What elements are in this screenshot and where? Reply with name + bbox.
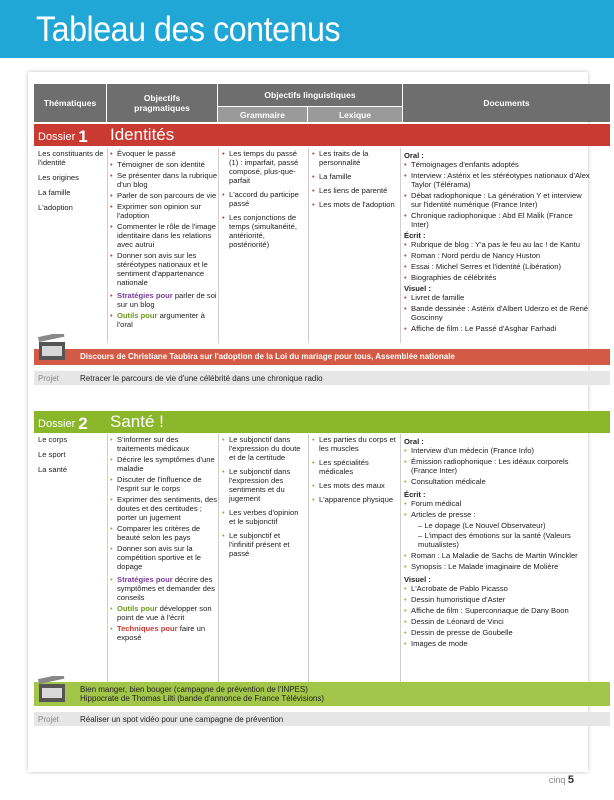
dossier-1-thematiques — [38, 149, 106, 215]
dossier-1-documents — [404, 149, 590, 335]
outils-text: argumenter à l'oral — [117, 311, 205, 329]
document-item: • Chronique radiophonique : Abd El Malik (France Inter) — [404, 211, 590, 229]
lexique-item: • La famille — [312, 172, 398, 181]
document-item: • Rubrique de blog : Y'a pas le feu au lac ! de Kantu — [404, 240, 590, 249]
dossier-1-word: Dossier — [38, 131, 76, 143]
strategies-text: décrire des symptômes et demander des conseils — [117, 575, 215, 602]
dossier-2-video-item: Hippocrate de Thomas Lilti (bande d'annonce de France Télévisions) — [80, 694, 325, 703]
document-item: • Images de mode — [404, 639, 590, 648]
projet-text: Retracer le parcours de vie d'une célébrité dans une chronique radio — [80, 374, 323, 383]
outils-item — [110, 604, 218, 622]
dossier-2-video-item: Bien manger, bien bouger (campagne de prévention de l'INPES) — [80, 685, 308, 694]
header-grammaire: Grammaire — [218, 107, 307, 122]
strategies-label: Stratégies pour — [117, 291, 173, 300]
header-documents: Documents — [403, 84, 610, 122]
dossier-1-video-text: Discours de Christiane Taubira sur l'adoption de la Loi du mariage pour tous, Assemblée nationale — [80, 352, 455, 361]
thematique-item: La famille — [38, 188, 71, 197]
outils-label: Outils pour — [117, 604, 158, 613]
dossier-2-documents — [404, 435, 590, 650]
grammaire-item: • Le subjonctif dans l'expression des sentiments et du jugement — [222, 467, 306, 503]
grammaire-item: • L'accord du participe passé — [222, 190, 306, 208]
dossier-2-pragmatiques — [110, 435, 218, 644]
column-divider — [107, 434, 108, 682]
thematique-item: L'adoption — [38, 203, 73, 212]
document-item: • Bande dessinée : Astérix d'Albert Uderzo et de René Goscinny — [404, 304, 590, 322]
projet-text: Réaliser un spot vidéo pour une campagne de prévention — [80, 715, 284, 724]
document-item: • Débat radiophonique : La génération Y et interview sur l'identité numérique (France Inter) — [404, 191, 590, 209]
pragmatique-item: • Donner son avis sur les stéréotypes nationaux et le sentiment d'appartenance nationale — [110, 251, 218, 287]
document-item: • Roman : Nord perdu de Nancy Huston — [404, 251, 590, 260]
document-subitem: – L'impact des émotions sur la santé (Valeurs mutualistes) — [418, 531, 571, 549]
document-item: • Consultation médicale — [404, 477, 590, 486]
dossier-1-lexique — [312, 149, 398, 211]
document-item: • L'Acrobate de Pablo Picasso — [404, 584, 590, 593]
header-objectifs-linguistiques: Objectifs linguistiques — [218, 84, 402, 106]
projet-label: Projet — [38, 374, 59, 383]
documents-oral-label: Oral : — [404, 437, 424, 446]
lexique-item: • Les mots des maux — [312, 481, 398, 490]
documents-ecrit-label: Écrit : — [404, 231, 426, 240]
techniques-label: Techniques pour — [117, 624, 178, 633]
document-item: • Forum médical — [404, 499, 590, 508]
document-item: • Interview d'un médecin (France Info) — [404, 446, 590, 455]
table-header — [34, 84, 610, 122]
grammaire-item: • Le subjonctif dans l'expression du doute et de la certitude — [222, 435, 306, 462]
document-item: • Synopsis : Le Malade imaginaire de Molière — [404, 562, 590, 571]
header-lexique: Lexique — [308, 107, 402, 122]
dossier-1-title: Identités — [110, 125, 175, 144]
pragmatique-item: • Discuter de l'influence de l'esprit sur le corps — [110, 475, 218, 493]
header-thematiques: Thématiques — [34, 84, 106, 122]
grammaire-item: • Les temps du passé (1) : imparfait, passé composé, plus-que-parfait — [222, 149, 306, 185]
column-divider — [308, 148, 309, 343]
pragmatique-item: • Se présenter dans la rubrique d'un blog — [110, 171, 218, 189]
document-item: • Témoignages d'enfants adoptés — [404, 160, 590, 169]
document-item: • Essai : Michel Serres et l'identité (Libération) — [404, 262, 590, 271]
page-title: Tableau des contenus — [36, 10, 341, 49]
outils-label: Outils pour — [117, 311, 158, 320]
documents-ecrit-label: Écrit : — [404, 490, 426, 499]
grammaire-item: • Les conjonctions de temps (simultanéité, antériorité, postériorité) — [222, 213, 306, 249]
grammaire-item: • Le subjonctif et l'infinitif présent et passé — [222, 531, 306, 558]
dossier-1-pragmatiques — [110, 149, 218, 331]
column-divider — [400, 148, 401, 343]
document-item: • Articles de presse : — [404, 510, 590, 519]
outils-item — [110, 311, 218, 329]
lexique-item: • Les mots de l'adoption — [312, 200, 398, 209]
pragmatique-item: • Évoquer le passé — [110, 149, 218, 158]
lexique-item: • L'apparence physique — [312, 495, 398, 504]
document-item: • Interview : Astérix et les stéréotypes nationaux d'Alex Taylor (Télérama) — [404, 171, 590, 189]
pragmatique-item: • Exprimer des sentiments, des doutes et des certitudes ; porter un jugement — [110, 495, 218, 522]
page-number-word: cinq — [548, 775, 566, 785]
title-banner — [0, 0, 614, 58]
thematique-item: Les origines — [38, 173, 79, 182]
dossier-2-title: Santé ! — [110, 412, 164, 431]
dossier-2-video-list — [80, 685, 324, 703]
pragmatique-item: • Commenter le rôle de l'image identitaire dans les relations avec autrui — [110, 222, 218, 249]
lexique-item: • Les traits de la personnalité — [312, 149, 398, 167]
dossier-2-word: Dossier — [38, 418, 76, 430]
pragmatique-item: • Comparer les critères de beauté selon les pays — [110, 524, 218, 542]
pragmatique-item: • Témoigner de son identité — [110, 160, 218, 169]
techniques-item — [110, 624, 218, 642]
lexique-item: • Les liens de parenté — [312, 186, 398, 195]
strategies-item — [110, 291, 218, 309]
document-subitem: – Le dopage (Le Nouvel Observateur) — [418, 521, 546, 530]
thematique-item: Le sport — [38, 450, 66, 459]
document-item: • Affiche de film : Superconriaque de Dany Boon — [404, 606, 590, 615]
dossier-1-bar — [34, 124, 610, 146]
dossier-2-bar — [34, 411, 610, 433]
document-item: • Dessin humoristique d'Aster — [404, 595, 590, 604]
projet-label: Projet — [38, 715, 59, 724]
pragmatique-item: • Décrire les symptômes d'une maladie — [110, 455, 218, 473]
document-item: • Affiche de film : Le Passé d'Asghar Farhadi — [404, 324, 590, 333]
document-item: • Livret de famille — [404, 293, 590, 302]
pragmatique-item: • Exprimer son opinion sur l'adoption — [110, 202, 218, 220]
contents-sheet — [28, 72, 588, 772]
dossier-1-number: 1 — [78, 127, 88, 146]
dvd-rom-icon — [38, 676, 66, 704]
column-divider — [400, 434, 401, 682]
dossier-2-thematiques — [38, 435, 106, 477]
dvd-rom-icon — [38, 334, 66, 362]
dossier-1-video-strip — [34, 349, 610, 365]
documents-oral-label: Oral : — [404, 151, 424, 160]
dossier-2-video-strip — [34, 682, 610, 706]
page-number — [549, 774, 574, 786]
column-divider — [218, 148, 219, 343]
documents-visuel-label: Visuel : — [404, 575, 431, 584]
column-divider — [308, 434, 309, 682]
thematique-item: Le corps — [38, 435, 68, 444]
documents-visuel-label: Visuel : — [404, 284, 431, 293]
outils-text: développer son point de vue à l'écrit — [117, 604, 212, 622]
strategies-label: Stratégies pour — [117, 575, 173, 584]
document-item: • Émission radiophonique : Les idéaux corporels (France Inter) — [404, 457, 590, 475]
strategies-item — [110, 575, 218, 602]
dossier-1-grammaire — [222, 149, 306, 251]
dossier-2-grammaire — [222, 435, 306, 560]
lexique-item: • Les parties du corps et les muscles — [312, 435, 398, 453]
column-divider — [107, 148, 108, 343]
pragmatique-item: • S'informer sur des traitements médicaux — [110, 435, 218, 453]
thematique-item: Les constituants de l'identité — [38, 149, 104, 167]
strategies-text: parler de soi sur un blog — [117, 291, 217, 309]
pragmatique-item: • Parler de son parcours de vie — [110, 191, 218, 200]
dossier-2-number: 2 — [78, 414, 88, 433]
thematique-item: La santé — [38, 465, 68, 474]
document-item: • Dessin de Léonard de Vinci — [404, 617, 590, 626]
document-item: • Dessin de presse de Goubelle — [404, 628, 590, 637]
dossier-1-projet — [34, 371, 610, 385]
header-objectifs-pragmatiques-label: Objectifs pragmatiques — [134, 93, 190, 113]
techniques-text: faire un exposé — [117, 624, 206, 642]
pragmatique-item: • Donner son avis sur la compétition sportive et le dopage — [110, 544, 218, 571]
dossier-1-label — [38, 127, 88, 147]
document-item: • Roman : La Maladie de Sachs de Martin Winckler — [404, 551, 590, 560]
dossier-2-projet — [34, 712, 610, 726]
column-divider — [218, 434, 219, 682]
page-number-digit: 5 — [567, 774, 574, 786]
dossier-2-lexique — [312, 435, 398, 506]
document-item: • Biographies de célébrités — [404, 273, 590, 282]
dossier-2-label — [38, 414, 88, 434]
lexique-item: • Les spécialités médicales — [312, 458, 398, 476]
header-objectifs-pragmatiques — [107, 84, 217, 122]
grammaire-item: • Les verbes d'opinion et le subjonctif — [222, 508, 306, 526]
